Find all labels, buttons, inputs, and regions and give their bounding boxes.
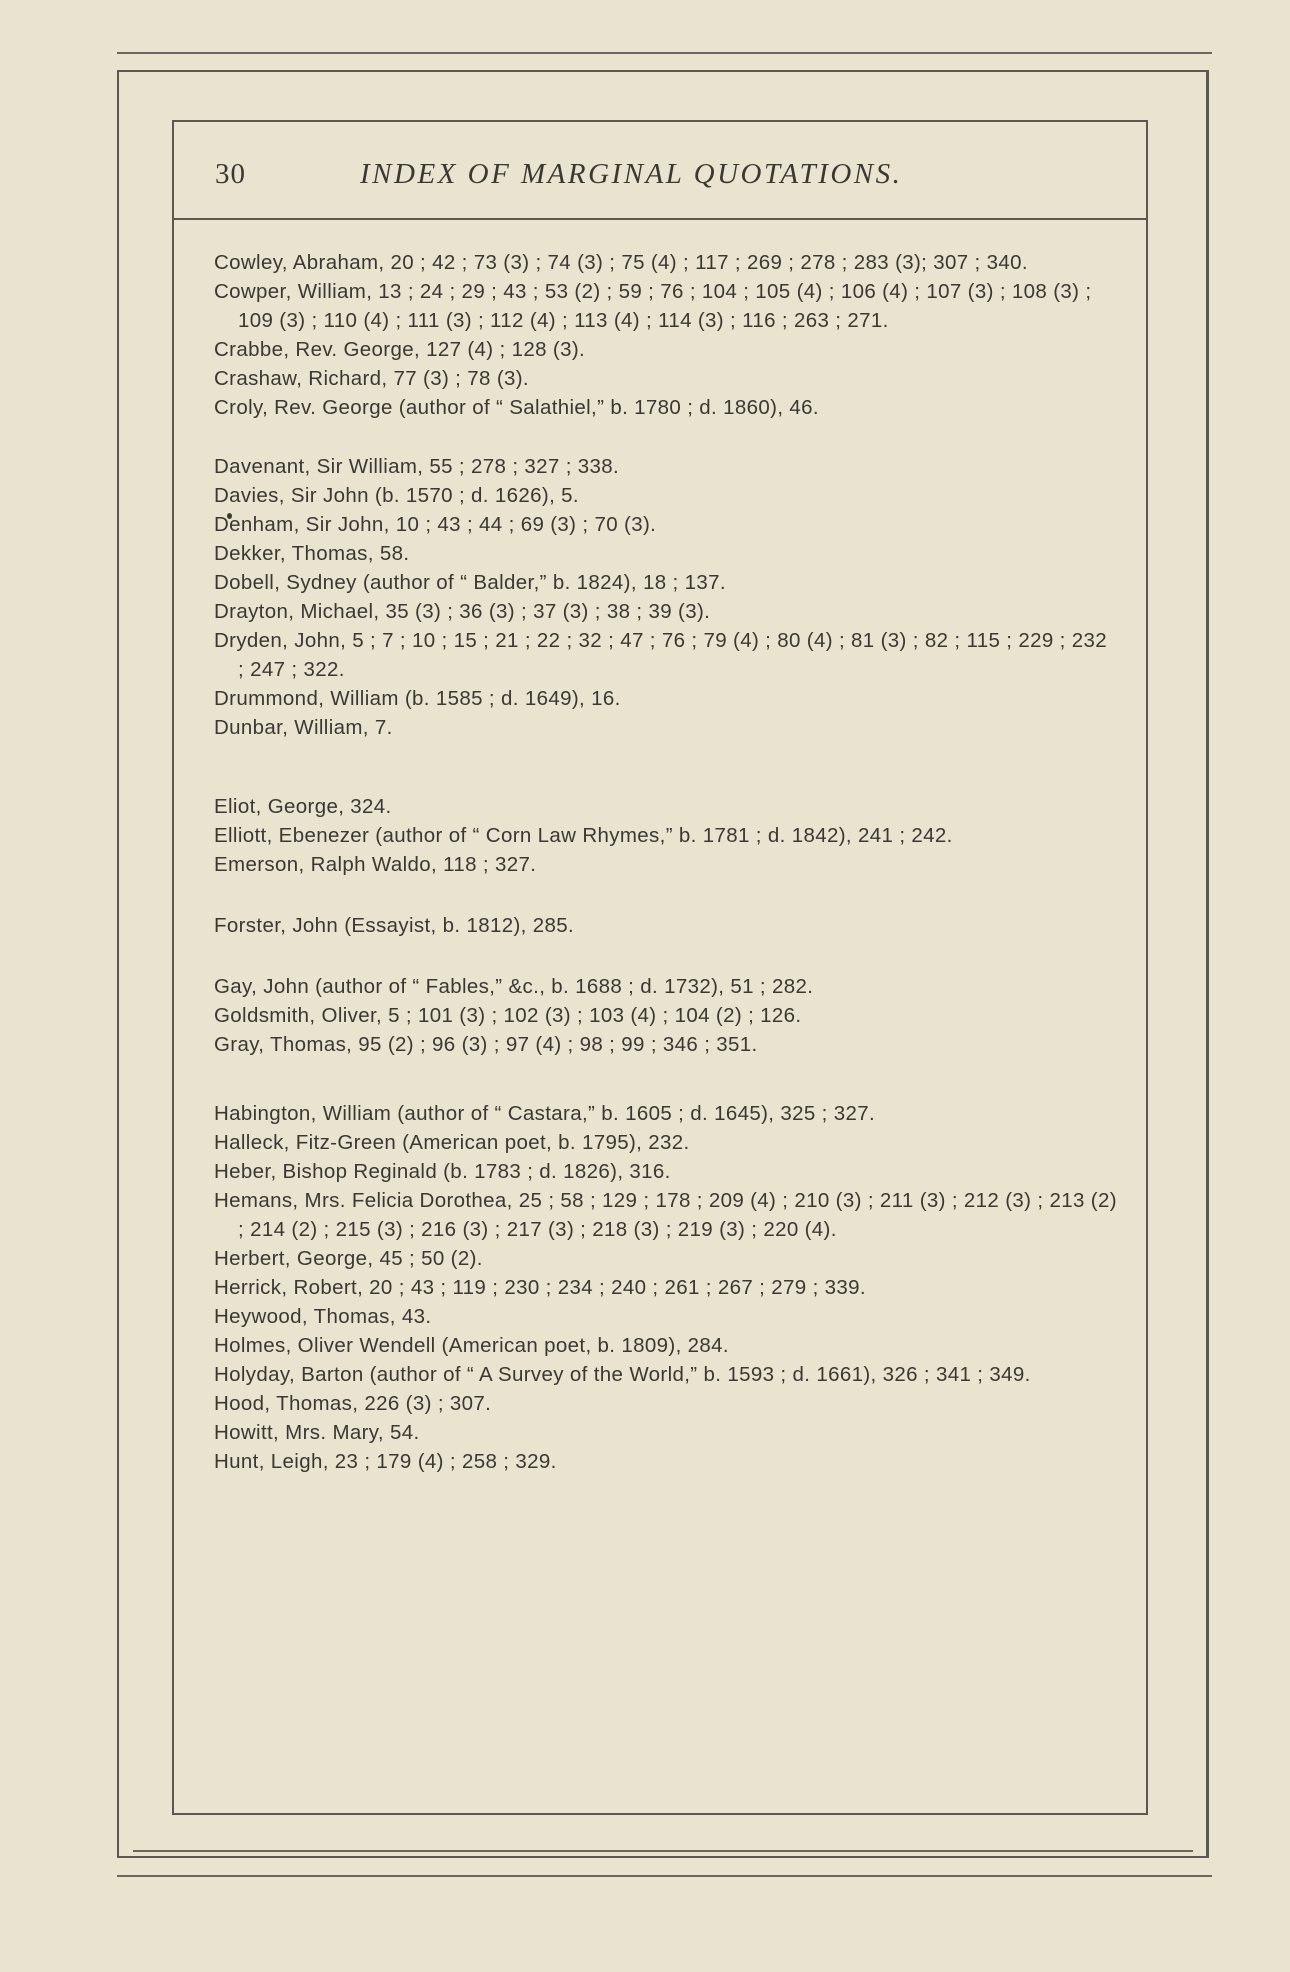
- page-number: 30: [215, 158, 246, 190]
- index-entry: Dunbar, William, 7.: [214, 716, 393, 739]
- index-entry: Holmes, Oliver Wendell (American poet, b. 1809), 284.: [214, 1334, 729, 1357]
- index-entry: Heber, Bishop Reginald (b. 1783 ; d. 1826), 316.: [214, 1160, 671, 1183]
- index-entry: Emerson, Ralph Waldo, 118 ; 327.: [214, 853, 537, 876]
- index-entry: Dobell, Sydney (author of “ Balder,” b. 1824), 18 ; 137.: [214, 571, 726, 594]
- index-group-h: [214, 1099, 1119, 1476]
- index-entry: Hood, Thomas, 226 (3) ; 307.: [214, 1392, 492, 1415]
- index-entry: Davenant, Sir William, 55 ; 278 ; 327 ; 338.: [214, 455, 620, 478]
- index-entry: Drayton, Michael, 35 (3) ; 36 (3) ; 37 (3) ; 38 ; 39 (3).: [214, 600, 711, 623]
- index-content: [214, 248, 1119, 1476]
- index-group-d: [214, 452, 1119, 742]
- index-entry: Crabbe, Rev. George, 127 (4) ; 128 (3).: [214, 338, 586, 361]
- index-entry: Holyday, Barton (author of “ A Survey of the World,” b. 1593 ; d. 1661), 326 ; 341 ; 349.: [214, 1363, 1031, 1386]
- index-group-g: [214, 972, 1119, 1059]
- index-entry: Dekker, Thomas, 58.: [214, 542, 410, 565]
- outer-rule-top: [117, 52, 1212, 54]
- header-rule: [172, 218, 1148, 220]
- outer-rule-bottom-inner: [133, 1850, 1193, 1852]
- index-entry: Drummond, William (b. 1585 ; d. 1649), 16.: [214, 687, 621, 710]
- index-entry: Howitt, Mrs. Mary, 54.: [214, 1421, 420, 1444]
- index-entry: Cowper, William, 13 ; 24 ; 29 ; 43 ; 53 (2) ; 59 ; 76 ; 104 ; 105 (4) ; 106 (4) ; 107 (3) ; 108 (3) ; 109 (3) ; 110 (4) ; 111 (3) ; 112 (4) ; 113 (4) ; 114 (3) ; 116 ; 263 ; 271.: [214, 280, 1092, 332]
- index-entry: Croly, Rev. George (author of “ Salathiel,” b. 1780 ; d. 1860), 46.: [214, 396, 819, 419]
- running-title: INDEX OF MARGINAL QUOTATIONS.: [360, 158, 903, 190]
- index-entry: Gray, Thomas, 95 (2) ; 96 (3) ; 97 (4) ; 98 ; 99 ; 346 ; 351.: [214, 1033, 758, 1056]
- index-entry: Heywood, Thomas, 43.: [214, 1305, 432, 1328]
- index-entry: Davies, Sir John (b. 1570 ; d. 1626), 5.: [214, 484, 579, 507]
- index-entry: Forster, John (Essayist, b. 1812), 285.: [214, 914, 575, 937]
- index-group-e: [214, 792, 1119, 879]
- index-entry: Halleck, Fitz-Green (American poet, b. 1795), 232.: [214, 1131, 690, 1154]
- index-entry: Gay, John (author of “ Fables,” &c., b. 1688 ; d. 1732), 51 ; 282.: [214, 975, 814, 998]
- index-entry: Hemans, Mrs. Felicia Dorothea, 25 ; 58 ; 129 ; 178 ; 209 (4) ; 210 (3) ; 211 (3) ; 212 (3) ; 213 (2) ; 214 (2) ; 215 (3) ; 216 (3) ; 217 (3) ; 218 (3) ; 219 (3) ; 220 (4).: [214, 1189, 1117, 1241]
- index-entry: Dryden, John, 5 ; 7 ; 10 ; 15 ; 21 ; 22 ; 32 ; 47 ; 76 ; 79 (4) ; 80 (4) ; 81 (3) ; 82 ; 115 ; 229 ; 232 ; 247 ; 322.: [214, 629, 1107, 681]
- index-entry: Cowley, Abraham, 20 ; 42 ; 73 (3) ; 74 (3) ; 75 (4) ; 117 ; 269 ; 278 ; 283 (3); 307 ; 340.: [214, 251, 1028, 274]
- index-entry: Crashaw, Richard, 77 (3) ; 78 (3).: [214, 367, 529, 390]
- index-entry: Hunt, Leigh, 23 ; 179 (4) ; 258 ; 329.: [214, 1450, 557, 1473]
- index-entry: Herbert, George, 45 ; 50 (2).: [214, 1247, 483, 1270]
- index-entry: Herrick, Robert, 20 ; 43 ; 119 ; 230 ; 234 ; 240 ; 261 ; 267 ; 279 ; 339.: [214, 1276, 866, 1299]
- index-entry: Habington, William (author of “ Castara,” b. 1605 ; d. 1645), 325 ; 327.: [214, 1102, 876, 1125]
- index-entry: Goldsmith, Oliver, 5 ; 101 (3) ; 102 (3) ; 103 (4) ; 104 (2) ; 126.: [214, 1004, 802, 1027]
- index-group-c: [214, 248, 1119, 422]
- page-header: [215, 158, 1115, 198]
- outer-rule-bottom: [117, 1875, 1212, 1877]
- index-entry: Elliott, Ebenezer (author of “ Corn Law Rhymes,” b. 1781 ; d. 1842), 241 ; 242.: [214, 824, 953, 847]
- index-entry: Denham, Sir John, 10 ; 43 ; 44 ; 69 (3) ; 70 (3).: [214, 513, 657, 536]
- index-group-f: [214, 911, 1119, 940]
- index-entry: Eliot, George, 324.: [214, 795, 392, 818]
